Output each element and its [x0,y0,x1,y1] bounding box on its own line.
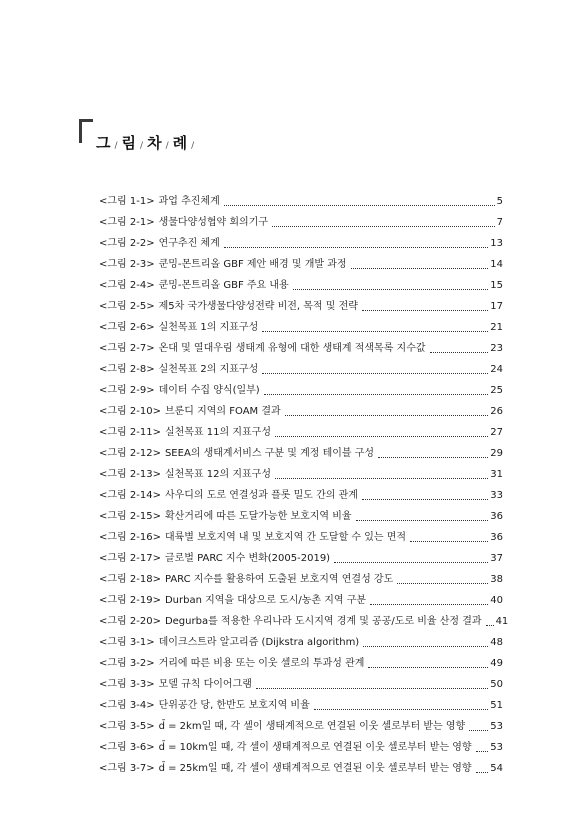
figure-number: <그림 2-19> [99,595,161,606]
figure-number: <그림 2-12> [99,448,161,459]
dot-leader [285,415,489,416]
dot-leader [370,604,488,605]
figure-title: 실천목표 12의 지표구성 [164,469,271,480]
figure-title: 과업 추진체계 [158,196,220,207]
page-number: 29 [490,448,503,459]
toc-entry[interactable] [99,419,503,440]
figure-number: <그림 2-7> [99,343,155,354]
toc-entry[interactable] [99,503,503,524]
page-number: 23 [490,343,503,354]
dot-leader [275,478,488,479]
dot-leader [486,625,494,626]
figure-number: <그림 2-6> [99,322,155,333]
toc-entry[interactable] [99,251,503,272]
title-char: 그 [96,134,111,152]
title-separator: / [114,141,118,151]
dot-leader [351,268,489,269]
toc-entry[interactable] [99,398,503,419]
figure-title: 대륙별 보호지역 내 및 보호지역 간 도달할 수 있는 면적 [164,532,407,543]
page-title [96,132,198,153]
toc-entry[interactable] [99,440,503,461]
figure-title: Durban 지역을 대상으로 도시/농촌 지역 구분 [164,595,367,606]
toc-entry[interactable] [99,293,503,314]
figure-number: <그림 2-5> [99,301,155,312]
title-char: 차 [147,134,162,152]
dot-leader [272,226,495,227]
dot-leader [410,541,488,542]
toc-entry[interactable] [99,461,503,482]
page-number: 36 [490,532,503,543]
dot-leader [334,562,488,563]
title-char: 림 [121,134,137,152]
dot-leader [363,646,488,647]
figure-number: <그림 2-20> [99,616,161,627]
figure-number: <그림 2-1> [99,217,155,228]
title-separator: / [191,141,195,151]
figure-number: <그림 2-14> [99,490,161,501]
figure-title: 사우디의 도로 연결성과 플롯 밀도 간의 관계 [164,490,358,501]
page-number: 33 [490,490,503,501]
dot-leader [476,772,489,773]
dot-leader [256,688,488,689]
dot-leader [356,520,489,521]
page-number: 7 [496,217,503,228]
figure-title: 브룬디 지역의 FOAM 결과 [164,406,281,417]
figure-number: <그림 3-5> [99,721,155,732]
page-number: 5 [496,196,503,207]
figure-title: 글로벌 PARC 지수 변화(2005-2019) [164,553,331,564]
figure-title: 거리에 따른 비용 또는 이웃 셀로의 투과성 관계 [158,658,365,669]
title-separator: / [140,141,144,151]
page-number: 53 [490,742,503,753]
toc-entry[interactable] [99,209,503,230]
figure-title: 실천목표 2의 지표구성 [158,364,259,375]
page-number: 51 [490,700,503,711]
figure-number: <그림 3-2> [99,658,155,669]
figure-number: <그림 2-3> [99,259,155,270]
list-of-figures-header [79,119,279,159]
figure-title: 쿤밍-몬트리올 GBF 제안 배경 및 개발 과정 [158,259,347,270]
toc-entry[interactable] [99,314,503,335]
page-number: 54 [490,763,503,774]
page-number: 24 [490,364,503,375]
toc-entry[interactable] [99,482,503,503]
figure-number: <그림 1-1> [99,196,155,207]
figure-title: 모델 규칙 다이어그램 [158,679,252,690]
dot-leader [368,667,488,668]
dot-leader [378,457,488,458]
figure-title: PARC 지수를 활용하여 도출된 보호지역 연결성 강도 [164,574,394,585]
page-number: 26 [490,406,503,417]
page-number: 37 [490,553,503,564]
figure-number: <그림 2-18> [99,574,161,585]
figure-number: <그림 3-4> [99,700,155,711]
figure-title: 생물다양성협약 회의기구 [158,217,269,228]
figure-number: <그림 3-6> [99,742,155,753]
figure-title: 실천목표 1의 지표구성 [158,322,259,333]
toc-entry[interactable] [99,272,503,293]
dot-leader [314,709,489,710]
figure-number: <그림 2-9> [99,385,155,396]
toc-entry[interactable] [99,692,503,713]
dot-leader [397,583,488,584]
figure-title: 확산거리에 따른 도달가능한 보호지역 비율 [164,511,352,522]
figure-number: <그림 2-15> [99,511,161,522]
toc-entry[interactable] [99,566,503,587]
dot-leader [264,394,489,395]
dot-leader [224,205,495,206]
figure-title: d̄ = 2km일 때, 각 셀이 생태계적으로 연결된 이웃 셀로부터 받는 영향 [158,721,466,732]
figure-title: Degurba를 적용한 우리나라 도시지역 경계 및 공공/도로 비율 산정 결과 [164,616,482,627]
figure-title: 온대 및 열대우림 생태계 유형에 대한 생태계 적색목록 지수값 [158,343,426,354]
page-number: 15 [490,280,503,291]
dot-leader [262,373,488,374]
dot-leader [430,352,489,353]
toc-entry[interactable] [99,230,503,251]
figure-number: <그림 2-13> [99,469,161,480]
toc-entry[interactable] [99,671,503,692]
page-number: 48 [490,637,503,648]
dot-leader [293,289,489,290]
toc-entry[interactable] [99,188,503,209]
figure-title: 데이터 수집 양식(일부) [158,385,260,396]
dot-leader [275,436,488,437]
figure-number: <그림 2-2> [99,238,155,249]
figure-title: 단위공간 당, 한반도 보호지역 비율 [158,700,310,711]
dot-leader [469,730,488,731]
dot-leader [262,331,488,332]
figure-number: <그림 2-10> [99,406,161,417]
page-number: 21 [490,322,503,333]
toc-entry[interactable] [99,650,503,671]
dot-leader [362,310,488,311]
dot-leader [224,247,489,248]
page-number: 27 [490,427,503,438]
dot-leader [362,499,488,500]
page-number: 36 [490,511,503,522]
figure-number: <그림 2-17> [99,553,161,564]
page-number: 40 [490,595,503,606]
corner-bracket-decoration [79,119,93,143]
toc-entry[interactable] [99,377,503,398]
title-char: 례 [172,134,188,152]
figure-title: SEEA의 생태계서비스 구분 및 계정 테이블 구성 [164,448,375,459]
page-number: 53 [490,721,503,732]
page-number: 31 [490,469,503,480]
toc-entry[interactable] [99,356,503,377]
toc-entry[interactable] [99,335,503,356]
page-number: 14 [490,259,503,270]
page-number: 25 [490,385,503,396]
figure-title: 데이크스트라 알고리즘 (Dijkstra algorithm) [158,637,360,648]
figure-number: <그림 3-7> [99,763,155,774]
toc-entry[interactable] [99,545,503,566]
toc-entry[interactable] [99,734,503,755]
toc-entry[interactable] [99,587,503,608]
dot-leader [476,751,489,752]
figure-number: <그림 2-4> [99,280,155,291]
figure-number: <그림 2-11> [99,427,161,438]
figure-title: 쿤밍-몬트리올 GBF 주요 내용 [158,280,289,291]
figure-title: 실천목표 11의 지표구성 [164,427,271,438]
figure-number: <그림 2-16> [99,532,161,543]
page-number: 17 [490,301,503,312]
figure-title: 제5차 국가생물다양성전략 비전, 목적 및 전략 [158,301,358,312]
figure-number: <그림 2-8> [99,364,155,375]
toc-entry[interactable] [99,713,503,734]
page-number: 49 [490,658,503,669]
figure-number: <그림 3-3> [99,679,155,690]
page-number: 38 [490,574,503,585]
toc-entry[interactable] [99,608,509,629]
figure-title: d̄ = 10km일 때, 각 셀이 생태계적으로 연결된 이웃 셀로부터 받는 영향 [158,742,472,753]
title-separator: / [165,141,169,151]
page-number: 50 [490,679,503,690]
figure-list [99,188,509,776]
page-number: 13 [490,238,503,249]
page-number: 41 [495,616,509,627]
toc-entry[interactable] [99,629,503,650]
figure-number: <그림 3-1> [99,637,155,648]
toc-entry[interactable] [99,524,503,545]
toc-entry[interactable] [99,755,503,776]
figure-title: d̄ = 25km일 때, 각 셀이 생태계적으로 연결된 이웃 셀로부터 받는 영향 [158,763,472,774]
figure-title: 연구추진 체계 [158,238,220,249]
